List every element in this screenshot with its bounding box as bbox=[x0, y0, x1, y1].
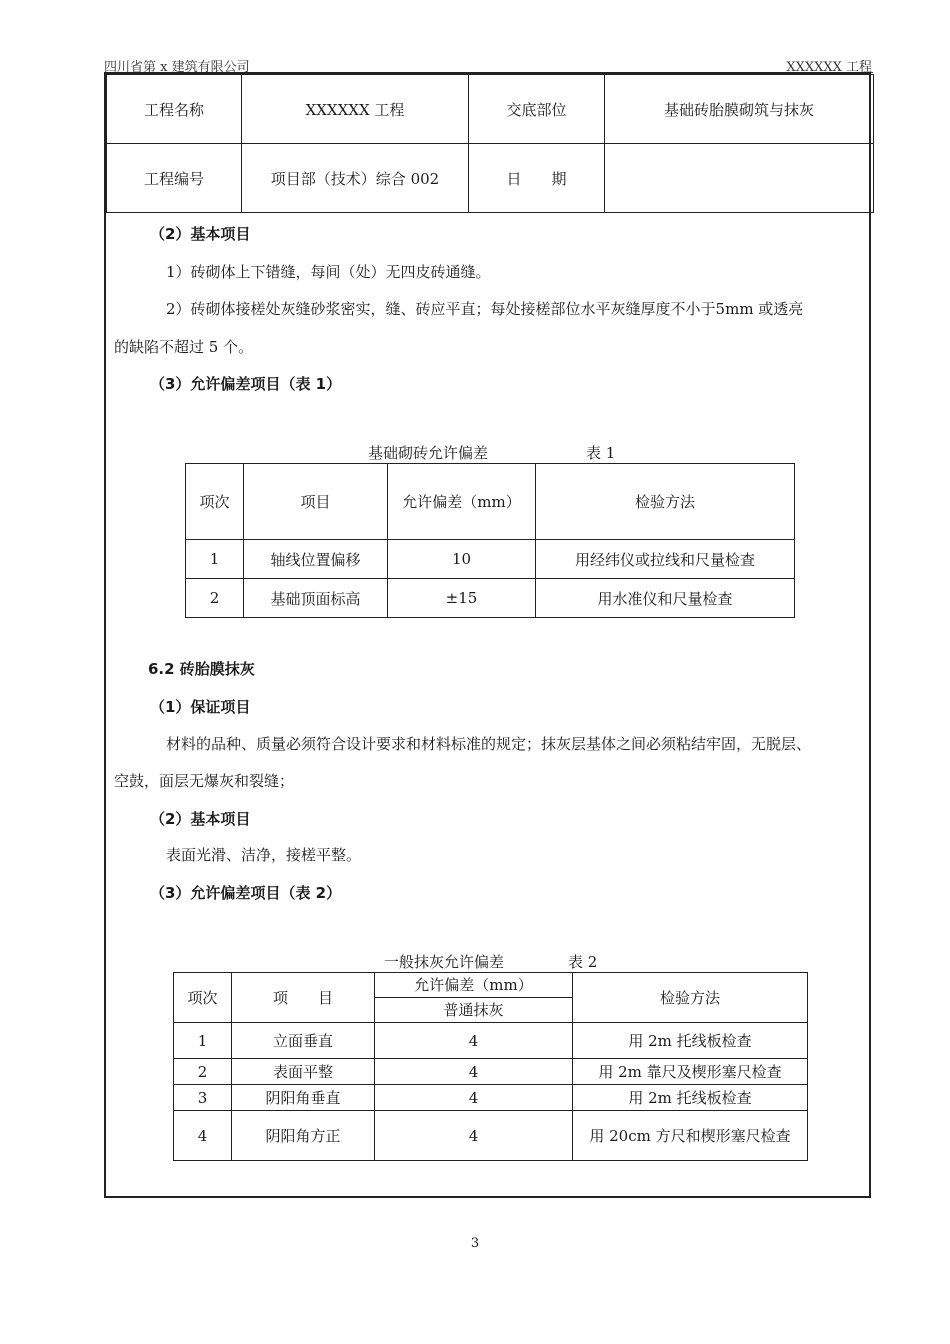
basic-items-heading-2: （2）基本项目 bbox=[150, 810, 251, 828]
table2-cell-item: 阴阳角方正 bbox=[232, 1111, 375, 1161]
table1-cell-method: 用水准仪和尺量检查 bbox=[536, 579, 795, 618]
table-row bbox=[186, 579, 795, 618]
allowable-deviation-heading-1: （3）允许偏差项目（表 1） bbox=[150, 375, 342, 393]
table2-cell-item: 阴阳角垂直 bbox=[232, 1085, 375, 1111]
table1-cell-item: 轴线位置偏移 bbox=[244, 540, 388, 579]
table1-header-item: 项目 bbox=[244, 464, 388, 540]
guarantee-text-line2: 空鼓，面层无爆灰和裂缝； bbox=[114, 772, 295, 790]
basic-items-text-2: 表面光滑、洁净，接槎平整。 bbox=[166, 846, 362, 864]
table1-number: 表 1 bbox=[586, 444, 616, 462]
project-name-value: XXXXXX 工程 bbox=[242, 75, 469, 144]
basic-item-2-line2: 的缺陷不超过 5 个。 bbox=[114, 338, 254, 356]
project-number-value: 项目部（技术）综合 002 bbox=[242, 144, 469, 213]
table-row bbox=[174, 1059, 808, 1085]
basic-items-heading: （2）基本项目 bbox=[150, 225, 251, 243]
table2-cell-method: 用 2m 托线板检查 bbox=[573, 1085, 808, 1111]
table1-cell-method: 用经纬仪或拉线和尺量检查 bbox=[536, 540, 795, 579]
guarantee-items-heading: （1）保证项目 bbox=[150, 698, 251, 716]
basic-item-1: 1）砖砌体上下错缝，每间（处）无四皮砖通缝。 bbox=[166, 263, 491, 281]
date-label: 日 期 bbox=[469, 144, 605, 213]
table1 bbox=[185, 463, 795, 618]
table1-caption: 基础砌砖允许偏差 bbox=[368, 444, 489, 462]
header-project: XXXXXX 工程 bbox=[786, 60, 872, 75]
guarantee-text-line1: 材料的品种、质量必须符合设计要求和材料标准的规定；抹灰层基体之间必须粘结牢固，无脱层、 bbox=[166, 735, 812, 753]
date-value bbox=[605, 144, 874, 213]
section-6-2-title: 6.2 砖胎膜抹灰 bbox=[148, 660, 255, 678]
table1-header-no: 项次 bbox=[186, 464, 244, 540]
project-number-label: 工程编号 bbox=[107, 144, 242, 213]
table2-number: 表 2 bbox=[568, 953, 598, 971]
table2-cell-tolerance: 4 bbox=[375, 1111, 573, 1161]
table1-header-method: 检验方法 bbox=[536, 464, 795, 540]
handover-part-value: 基础砖胎膜砌筑与抹灰 bbox=[605, 75, 874, 144]
table2-cell-tolerance: 4 bbox=[375, 1023, 573, 1059]
table2-header-tolerance-sub: 普通抹灰 bbox=[375, 998, 573, 1023]
header-company: 四川省第 x 建筑有限公司 bbox=[104, 60, 250, 75]
table1-header-tolerance: 允许偏差（mm） bbox=[388, 464, 536, 540]
document-frame bbox=[104, 72, 871, 1198]
allowable-deviation-heading-2: （3）允许偏差项目（表 2） bbox=[150, 884, 342, 902]
table-row bbox=[186, 540, 795, 579]
project-info-table bbox=[106, 74, 874, 213]
handover-part-label: 交底部位 bbox=[469, 75, 605, 144]
table1-cell-tolerance: 10 bbox=[388, 540, 536, 579]
table1-cell-no: 2 bbox=[186, 579, 244, 618]
table2-cell-method: 用 2m 托线板检查 bbox=[573, 1023, 808, 1059]
table1-header-row bbox=[186, 464, 795, 540]
table2-cell-method: 用 20cm 方尺和楔形塞尺检查 bbox=[573, 1111, 808, 1161]
table2-cell-no: 1 bbox=[174, 1023, 232, 1059]
table2-cell-item: 立面垂直 bbox=[232, 1023, 375, 1059]
table-row bbox=[174, 1111, 808, 1161]
table2-header-no: 项次 bbox=[174, 973, 232, 1023]
table-row bbox=[174, 1023, 808, 1059]
info-row bbox=[107, 75, 874, 144]
table1-cell-item: 基础顶面标高 bbox=[244, 579, 388, 618]
table2-cell-item: 表面平整 bbox=[232, 1059, 375, 1085]
table2-header-item: 项 目 bbox=[232, 973, 375, 1023]
table2-cell-no: 3 bbox=[174, 1085, 232, 1111]
project-name-label: 工程名称 bbox=[107, 75, 242, 144]
page-number: 3 bbox=[470, 1236, 480, 1251]
table2-cell-no: 4 bbox=[174, 1111, 232, 1161]
table2-cell-no: 2 bbox=[174, 1059, 232, 1085]
table2-cell-tolerance: 4 bbox=[375, 1085, 573, 1111]
table2-caption: 一般抹灰允许偏差 bbox=[384, 953, 505, 971]
table1-cell-no: 1 bbox=[186, 540, 244, 579]
table2 bbox=[173, 972, 808, 1161]
table2-header-row bbox=[174, 973, 808, 998]
table2-cell-method: 用 2m 靠尺及楔形塞尺检查 bbox=[573, 1059, 808, 1085]
table2-cell-tolerance: 4 bbox=[375, 1059, 573, 1085]
table2-header-method: 检验方法 bbox=[573, 973, 808, 1023]
basic-item-2-line1: 2）砖砌体接槎处灰缝砂浆密实，缝、砖应平直；每处接槎部位水平灰缝厚度不小于5mm 或透亮 bbox=[166, 300, 804, 318]
table1-cell-tolerance: ±15 bbox=[388, 579, 536, 618]
info-row bbox=[107, 144, 874, 213]
table-row bbox=[174, 1085, 808, 1111]
table2-header-tolerance: 允许偏差（mm） bbox=[375, 973, 573, 998]
